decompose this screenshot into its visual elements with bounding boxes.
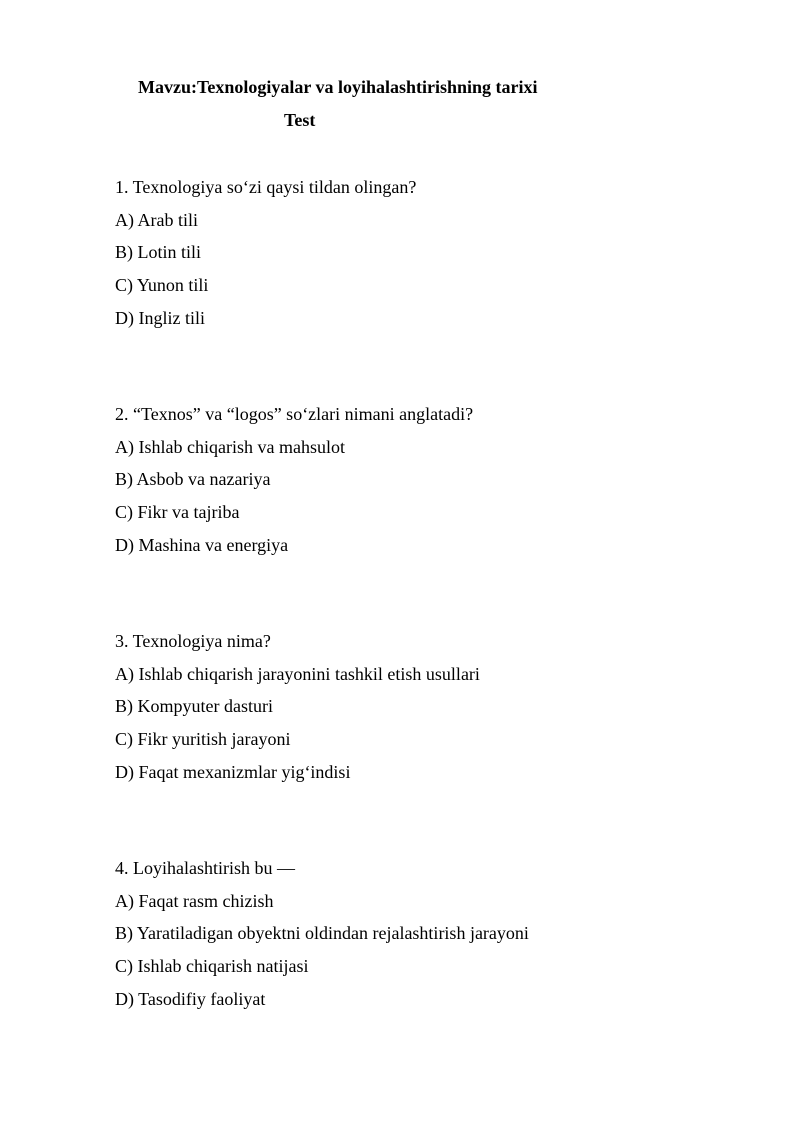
option-b: B) Yaratiladigan obyektni oldindan rejalashtirish jarayoni xyxy=(115,923,529,944)
option-c: C) Yunon tili xyxy=(115,275,209,296)
question-text: 4. Loyihalashtirish bu — xyxy=(115,858,295,878)
question-text: 1. Texnologiya so‘zi qaysi tildan olingan? xyxy=(115,177,417,197)
option-b: B) Lotin tili xyxy=(115,242,202,263)
question-3 xyxy=(115,630,755,793)
option-a: A) Arab tili xyxy=(115,209,198,230)
question-2 xyxy=(115,403,755,566)
question-4 xyxy=(115,857,755,1020)
option-a: A) Ishlab chiqarish jarayonini tashkil etish usullari xyxy=(115,663,480,684)
question-text: 3. Texnologiya nima? xyxy=(115,631,271,651)
option-c: C) Fikr va tajriba xyxy=(115,502,240,523)
option-d: D) Ingliz tili xyxy=(115,307,205,328)
question-text: 2. “Texnos” va “logos” so‘zlari nimani anglatadi? xyxy=(115,404,474,424)
option-a: A) Faqat rasm chizish xyxy=(115,890,274,911)
option-d: D) Faqat mexanizmlar yig‘indisi xyxy=(115,761,351,782)
option-b: B) Kompyuter dasturi xyxy=(115,696,273,717)
option-c: C) Fikr yuritish jarayoni xyxy=(115,729,291,750)
option-a: A) Ishlab chiqarish va mahsulot xyxy=(115,436,345,457)
option-d: D) Tasodifiy faoliyat xyxy=(115,988,266,1009)
option-c: C) Ishlab chiqarish natijasi xyxy=(115,956,309,977)
option-b: B) Asbob va nazariya xyxy=(115,469,271,490)
document-title: Mavzu:Texnologiyalar va loyihalashtirishning tarixi xyxy=(138,77,538,97)
question-1 xyxy=(115,176,755,339)
document-subtitle: Test xyxy=(284,110,316,130)
option-d: D) Mashina va energiya xyxy=(115,534,289,555)
